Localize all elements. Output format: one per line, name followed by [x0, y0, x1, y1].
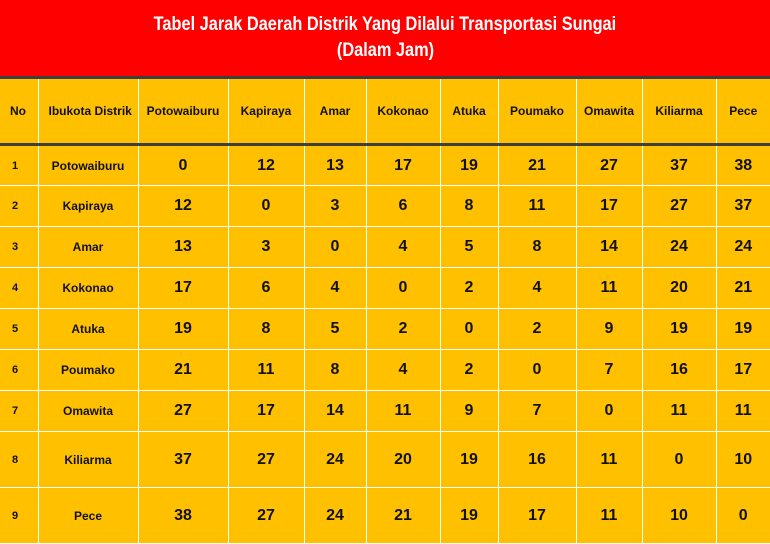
distance-cell: 8 — [228, 309, 304, 350]
distance-cell: 17 — [576, 186, 642, 227]
distance-cell: 11 — [576, 268, 642, 309]
row-number: 2 — [0, 186, 38, 227]
distance-cell: 8 — [440, 186, 498, 227]
distance-cell: 19 — [642, 309, 716, 350]
distance-cell: 24 — [304, 432, 366, 488]
distance-cell: 3 — [304, 186, 366, 227]
district-name: Amar — [38, 227, 138, 268]
table-row — [0, 488, 770, 544]
distance-cell: 10 — [716, 432, 770, 488]
distance-cell: 0 — [576, 391, 642, 432]
distance-cell: 17 — [228, 391, 304, 432]
distance-cell: 14 — [304, 391, 366, 432]
distance-cell: 5 — [304, 309, 366, 350]
distance-cell: 0 — [440, 309, 498, 350]
distance-cell: 9 — [576, 309, 642, 350]
distance-cell: 21 — [716, 268, 770, 309]
distance-cell: 11 — [716, 391, 770, 432]
column-header: Poumako — [498, 79, 576, 145]
distance-cell: 13 — [304, 145, 366, 186]
distance-cell: 8 — [304, 350, 366, 391]
distance-cell: 0 — [304, 227, 366, 268]
column-header: Amar — [304, 79, 366, 145]
distance-cell: 17 — [716, 350, 770, 391]
distance-cell: 7 — [498, 391, 576, 432]
distance-cell: 0 — [498, 350, 576, 391]
table-row — [0, 227, 770, 268]
distance-cell: 4 — [366, 350, 440, 391]
distance-cell: 11 — [366, 391, 440, 432]
table-row — [0, 186, 770, 227]
distance-table — [0, 79, 770, 544]
distance-cell: 5 — [440, 227, 498, 268]
distance-cell: 11 — [642, 391, 716, 432]
distance-cell: 6 — [228, 268, 304, 309]
distance-cell: 37 — [716, 186, 770, 227]
distance-cell: 19 — [440, 432, 498, 488]
distance-cell: 17 — [498, 488, 576, 544]
column-header: Kokonao — [366, 79, 440, 145]
distance-cell: 13 — [138, 227, 228, 268]
table-row — [0, 145, 770, 186]
distance-cell: 37 — [138, 432, 228, 488]
row-number: 6 — [0, 350, 38, 391]
distance-cell: 14 — [576, 227, 642, 268]
table-row — [0, 350, 770, 391]
row-number: 4 — [0, 268, 38, 309]
distance-cell: 2 — [498, 309, 576, 350]
row-number: 5 — [0, 309, 38, 350]
distance-cell: 27 — [228, 432, 304, 488]
column-header: Pece — [716, 79, 770, 145]
distance-cell: 37 — [642, 145, 716, 186]
distance-cell: 24 — [642, 227, 716, 268]
table-body — [0, 145, 770, 544]
distance-cell: 7 — [576, 350, 642, 391]
distance-cell: 2 — [440, 268, 498, 309]
distance-cell: 38 — [716, 145, 770, 186]
distance-cell: 2 — [366, 309, 440, 350]
distance-cell: 21 — [366, 488, 440, 544]
distance-cell: 0 — [642, 432, 716, 488]
distance-cell: 16 — [642, 350, 716, 391]
distance-cell: 9 — [440, 391, 498, 432]
row-number: 9 — [0, 488, 38, 544]
distance-cell: 19 — [138, 309, 228, 350]
distance-cell: 27 — [138, 391, 228, 432]
district-name: Pece — [38, 488, 138, 544]
distance-cell: 27 — [228, 488, 304, 544]
distance-cell: 20 — [642, 268, 716, 309]
table-row — [0, 432, 770, 488]
distance-cell: 19 — [440, 488, 498, 544]
distance-cell: 20 — [366, 432, 440, 488]
distance-cell: 24 — [304, 488, 366, 544]
district-name: Kokonao — [38, 268, 138, 309]
distance-cell: 12 — [228, 145, 304, 186]
distance-cell: 38 — [138, 488, 228, 544]
distance-cell: 4 — [304, 268, 366, 309]
distance-cell: 11 — [498, 186, 576, 227]
table-row — [0, 309, 770, 350]
table-row — [0, 268, 770, 309]
distance-cell: 24 — [716, 227, 770, 268]
district-name: Kiliarma — [38, 432, 138, 488]
distance-cell: 12 — [138, 186, 228, 227]
distance-cell: 21 — [498, 145, 576, 186]
row-number: 7 — [0, 391, 38, 432]
distance-cell: 19 — [440, 145, 498, 186]
title-line-1: Tabel Jarak Daerah Distrik Yang Dilalui Transportasi Sungai — [153, 14, 617, 35]
district-name: Atuka — [38, 309, 138, 350]
distance-cell: 4 — [498, 268, 576, 309]
column-header: Omawita — [576, 79, 642, 145]
district-name: Omawita — [38, 391, 138, 432]
distance-cell: 11 — [576, 488, 642, 544]
distance-cell: 0 — [138, 145, 228, 186]
distance-cell: 8 — [498, 227, 576, 268]
distance-cell: 2 — [440, 350, 498, 391]
distance-cell: 0 — [716, 488, 770, 544]
distance-cell: 3 — [228, 227, 304, 268]
title-banner — [0, 0, 770, 79]
column-header: Ibukota Distrik — [38, 79, 138, 145]
column-header: Atuka — [440, 79, 498, 145]
title-line-2: (Dalam Jam) — [336, 40, 434, 61]
table-row — [0, 391, 770, 432]
district-name: Kapiraya — [38, 186, 138, 227]
distance-cell: 27 — [642, 186, 716, 227]
district-name: Poumako — [38, 350, 138, 391]
distance-cell: 17 — [138, 268, 228, 309]
column-header: Potowaiburu — [138, 79, 228, 145]
distance-cell: 16 — [498, 432, 576, 488]
distance-cell: 11 — [228, 350, 304, 391]
distance-cell: 4 — [366, 227, 440, 268]
distance-cell: 11 — [576, 432, 642, 488]
distance-cell: 0 — [228, 186, 304, 227]
distance-cell: 17 — [366, 145, 440, 186]
district-name: Potowaiburu — [38, 145, 138, 186]
row-number: 8 — [0, 432, 38, 488]
column-header: Kapiraya — [228, 79, 304, 145]
row-number: 1 — [0, 145, 38, 186]
distance-cell: 21 — [138, 350, 228, 391]
header-row — [0, 79, 770, 145]
distance-cell: 27 — [576, 145, 642, 186]
distance-cell: 0 — [366, 268, 440, 309]
distance-cell: 19 — [716, 309, 770, 350]
distance-cell: 6 — [366, 186, 440, 227]
row-number: 3 — [0, 227, 38, 268]
distance-cell: 10 — [642, 488, 716, 544]
column-header: Kiliarma — [642, 79, 716, 145]
column-header: No — [0, 79, 38, 145]
